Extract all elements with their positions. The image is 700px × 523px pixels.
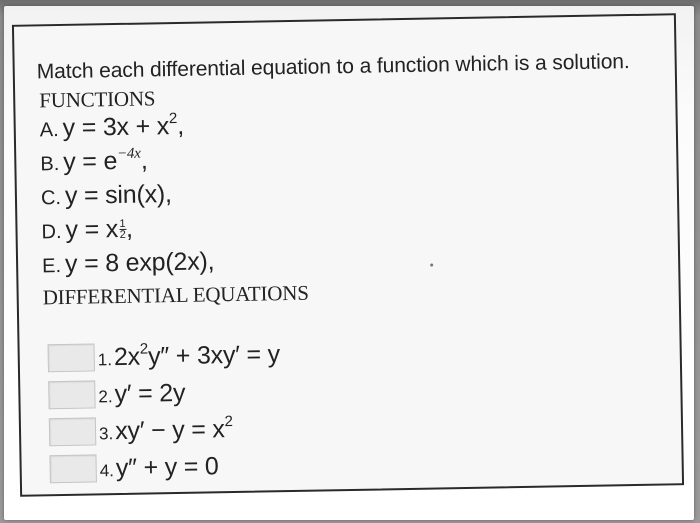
question-prompt: Match each differential equation to a function which is a solution. bbox=[36, 50, 630, 84]
answer-box-3[interactable] bbox=[49, 417, 96, 446]
equation-2: 2. y′ = 2y bbox=[98, 378, 186, 408]
function-expression: y = 8 exp(2x), bbox=[64, 247, 215, 278]
function-expression: y = sin(x), bbox=[64, 180, 173, 210]
equation-row-3 bbox=[49, 412, 233, 446]
answer-box-4[interactable] bbox=[49, 454, 96, 483]
speck-mark bbox=[430, 264, 433, 267]
equation-3: 3. $xy' - y = x^2$ bbox=[98, 412, 233, 445]
function-expression: $y = 3x + x^2$, bbox=[62, 109, 185, 142]
equation-row-2 bbox=[48, 379, 185, 409]
fraction-exponent: $\frac{1}{2}$ bbox=[119, 217, 126, 241]
equation-4: 4. y″ + y = 0 bbox=[99, 451, 219, 482]
function-option-c bbox=[41, 180, 172, 211]
function-option-a bbox=[39, 109, 185, 144]
equation-row-4 bbox=[49, 452, 218, 483]
equations-heading: DIFFERENTIAL EQUATIONS bbox=[42, 280, 309, 310]
equation-row-1 bbox=[48, 340, 281, 372]
function-expression: $y = e^{-4x}$, bbox=[62, 145, 148, 176]
option-label: B. bbox=[40, 153, 60, 176]
function-option-e bbox=[42, 247, 215, 279]
function-option-b bbox=[40, 146, 148, 177]
equation-1: 1. $2x^2y'' + 3xy' = y$ bbox=[97, 339, 281, 371]
answer-box-1[interactable] bbox=[48, 343, 95, 372]
answer-box-2[interactable] bbox=[48, 380, 95, 409]
question-card bbox=[12, 13, 684, 497]
option-label: C. bbox=[40, 187, 62, 210]
function-expression: y = x $\frac{1}{2}$ , bbox=[65, 214, 134, 244]
option-label: E. bbox=[41, 255, 62, 278]
function-option-d bbox=[41, 215, 133, 246]
option-label: D. bbox=[41, 220, 62, 244]
functions-heading: FUNCTIONS bbox=[39, 86, 156, 113]
option-label: A. bbox=[39, 119, 59, 142]
